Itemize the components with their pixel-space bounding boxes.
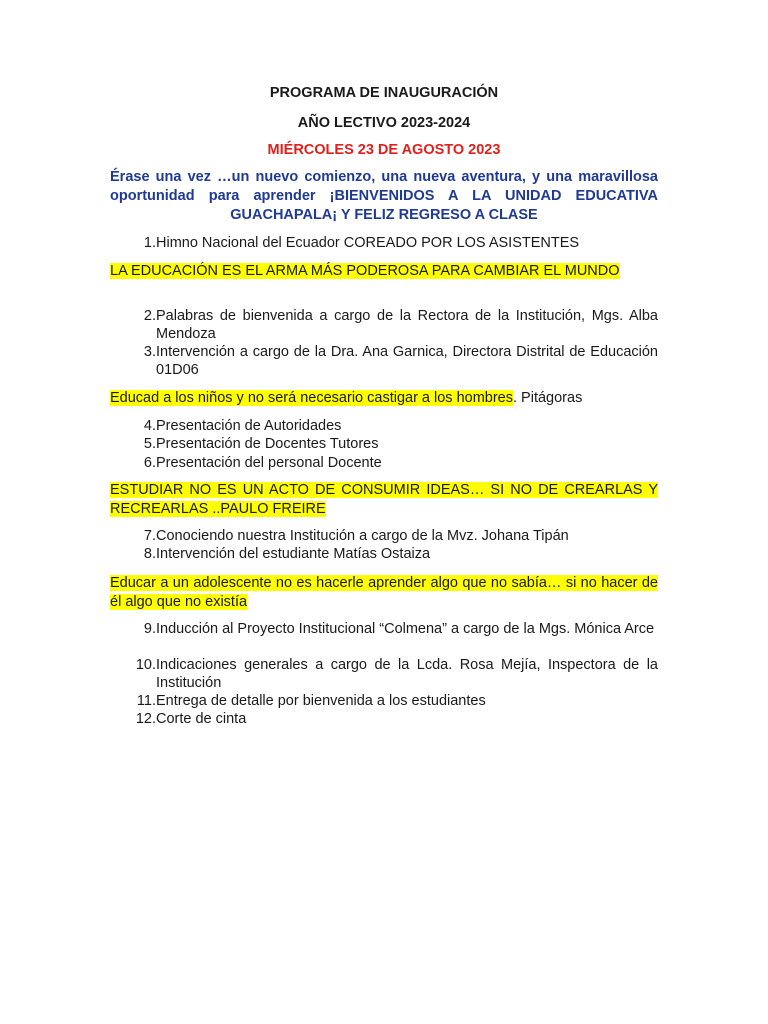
item-number: 11. bbox=[136, 693, 156, 709]
item-text: Intervención a cargo de la Dra. Ana Garnica, Directora Distrital de Educación 01D06 bbox=[156, 344, 658, 378]
quote-1 bbox=[110, 262, 658, 281]
program-item bbox=[110, 435, 658, 453]
item-text: Inducción al Proyecto Institucional “Colmena” a cargo de la Mgs. Mónica Arce bbox=[156, 621, 655, 637]
program-item bbox=[110, 710, 658, 728]
welcome-message: Érase una vez …un nuevo comienzo, una nueva aventura, y una maravillosa oportunidad para aprender ¡BIENVENIDOS A LA UNIDAD EDUCATIVA GUACHAPALA¡ Y FELIZ REGRESO A CLASE bbox=[110, 169, 658, 223]
item-number: 7. bbox=[143, 528, 156, 544]
item-number: 2. bbox=[143, 308, 156, 324]
program-item bbox=[110, 454, 658, 472]
program-item bbox=[110, 545, 658, 563]
program-item bbox=[110, 417, 658, 435]
school-year: AÑO LECTIVO 2023-2024 bbox=[297, 115, 471, 131]
item-text: Entrega de detalle por bienvenida a los estudiantes bbox=[156, 693, 486, 709]
program-item bbox=[110, 692, 658, 710]
item-text: Presentación de Autoridades bbox=[156, 418, 342, 434]
quote-text: Educad a los niños y no será necesario castigar a los hombres bbox=[110, 390, 513, 406]
program-item bbox=[110, 234, 658, 252]
program-item bbox=[110, 343, 658, 379]
item-number: 12. bbox=[135, 711, 156, 727]
item-number: 5. bbox=[143, 436, 156, 452]
item-number: 3. bbox=[143, 344, 156, 360]
item-text: Presentación del personal Docente bbox=[156, 455, 382, 471]
item-number: 10. bbox=[135, 657, 156, 673]
item-number: 1. bbox=[143, 235, 156, 251]
program-item bbox=[110, 307, 658, 343]
item-text: Palabras de bienvenida a cargo de la Rectora de la Institución, Mgs. Alba Mendoza bbox=[156, 308, 658, 342]
program-item bbox=[110, 656, 658, 692]
item-number: 4. bbox=[143, 418, 156, 434]
quote-text: Educar a un adolescente no es hacerle aprender algo que no sabía… si no hacer de él algo que no existía bbox=[110, 575, 658, 610]
quote-text: LA EDUCACIÓN ES EL ARMA MÁS PODEROSA PARA CAMBIAR EL MUNDO bbox=[110, 263, 620, 279]
item-number: 9. bbox=[143, 621, 156, 637]
item-number: 8. bbox=[143, 546, 156, 562]
item-text: Indicaciones generales a cargo de la Lcda. Rosa Mejía, Inspectora de la Institución bbox=[156, 657, 658, 691]
quote-3 bbox=[110, 481, 658, 519]
item-text: Conociendo nuestra Institución a cargo de la Mvz. Johana Tipán bbox=[156, 528, 569, 544]
item-text: Corte de cinta bbox=[156, 711, 247, 727]
program-item bbox=[110, 620, 658, 638]
quote-text: ESTUDIAR NO ES UN ACTO DE CONSUMIR IDEAS… SI NO DE CREARLAS Y RECREARLAS ..PAULO FREIRE bbox=[110, 482, 658, 517]
item-text: Himno Nacional del Ecuador COREADO POR LOS ASISTENTES bbox=[156, 235, 580, 251]
program-title: PROGRAMA DE INAUGURACIÓN bbox=[269, 85, 499, 101]
quote-4 bbox=[110, 574, 658, 612]
item-number: 6. bbox=[143, 455, 156, 471]
item-text: Intervención del estudiante Matías Ostaiza bbox=[156, 546, 431, 562]
quote-2 bbox=[110, 389, 658, 408]
event-date: MIÉRCOLES 23 DE AGOSTO 2023 bbox=[267, 142, 501, 158]
program-item bbox=[110, 527, 658, 545]
item-text: Presentación de Docentes Tutores bbox=[156, 436, 379, 452]
quote-author: . Pitágoras bbox=[513, 390, 583, 406]
